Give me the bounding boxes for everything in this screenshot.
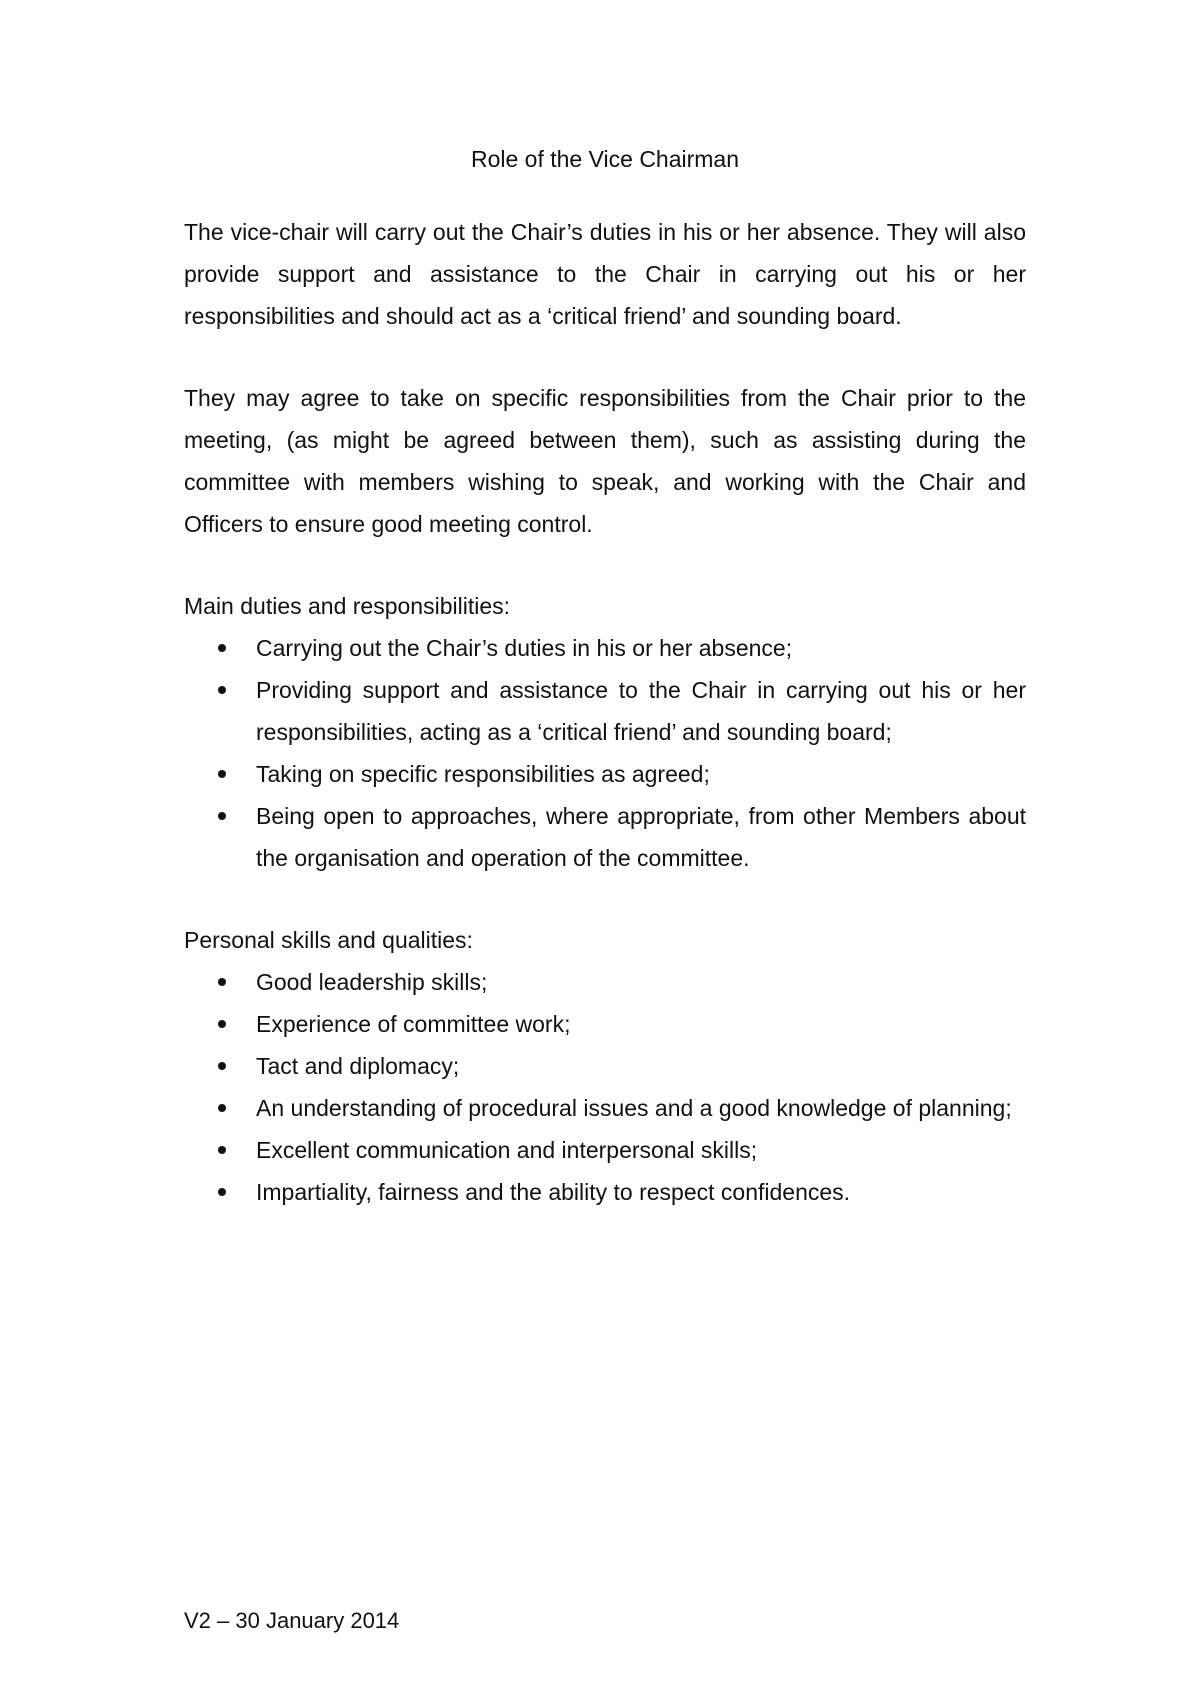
list-item-text: Carrying out the Chair’s duties in his or her absence;	[256, 635, 793, 661]
bullet-icon	[218, 1020, 226, 1028]
list-item-text: Experience of committee work;	[256, 1011, 571, 1037]
list-item-text: Good leadership skills;	[256, 969, 488, 995]
list-item	[184, 627, 1026, 669]
list-item	[184, 669, 1026, 753]
list-item	[184, 1003, 1026, 1045]
list-item-text: Being open to approaches, where appropriate, from other Members about the organisation and operation of the committee.	[256, 803, 1026, 871]
list-item-text: Taking on specific responsibilities as agreed;	[256, 761, 710, 787]
section-heading: Personal skills and qualities:	[184, 927, 473, 953]
list-item	[184, 961, 1026, 1003]
list-item	[184, 795, 1026, 879]
section-heading: Main duties and responsibilities:	[184, 593, 511, 619]
list-item-text: Excellent communication and interpersonal skills;	[256, 1137, 758, 1163]
bullet-icon	[218, 1146, 226, 1154]
list-item-text: Providing support and assistance to the Chair in carrying out his or her responsibilities, acting as a ‘critical friend’ and sounding board;	[256, 677, 1026, 745]
paragraph-intro: The vice-chair will carry out the Chair’s duties in his or her absence. They will also provide support and assistance to the Chair in carrying out his or her responsibilities and should act as a ‘critical friend’ and sounding board.	[184, 219, 1026, 329]
bullet-icon	[218, 812, 226, 820]
bullet-list	[184, 627, 1026, 879]
bullet-icon	[218, 686, 226, 694]
bullet-icon	[218, 1062, 226, 1070]
bullet-icon	[218, 1104, 226, 1112]
list-item	[184, 1129, 1026, 1171]
document-body	[184, 138, 1026, 1253]
list-item	[184, 753, 1026, 795]
list-item-text: Tact and diplomacy;	[256, 1053, 460, 1079]
list-item-text: An understanding of procedural issues and a good knowledge of planning;	[256, 1095, 1012, 1121]
page-footer: V2 – 30 January 2014	[184, 1608, 400, 1633]
bullet-list	[184, 961, 1026, 1213]
section-personal-skills	[184, 919, 1026, 1213]
bullet-icon	[218, 1188, 226, 1196]
section-main-duties	[184, 585, 1026, 879]
bullet-icon	[218, 978, 226, 986]
document-title: Role of the Vice Chairman	[470, 146, 740, 172]
bullet-icon	[218, 644, 226, 652]
list-item	[184, 1045, 1026, 1087]
list-item	[184, 1171, 1026, 1213]
list-item-text: Impartiality, fairness and the ability to respect confidences.	[256, 1179, 851, 1205]
list-item	[184, 1087, 1026, 1129]
bullet-icon	[218, 770, 226, 778]
paragraph-specific-responsibilities: They may agree to take on specific responsibilities from the Chair prior to the meeting, (as might be agreed between them), such as assisting during the committee with members wishing to speak, and working with the Chair and Officers to ensure good meeting control.	[184, 385, 1026, 537]
